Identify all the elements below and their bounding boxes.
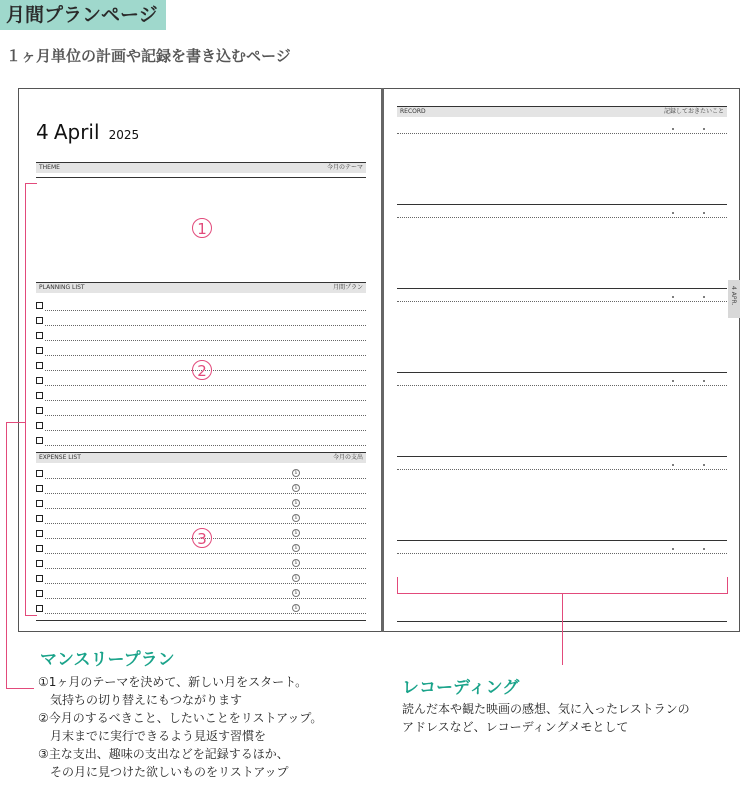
record-bracket-right-tick xyxy=(727,577,728,594)
bracket-leader-vertical xyxy=(6,422,7,688)
bracket-bottom-tick xyxy=(25,615,37,616)
planning-checkbox[interactable] xyxy=(36,422,43,429)
monthly-caption-line: 月末までに実行できるよう見返す習慣を xyxy=(38,729,267,743)
record-date-dot xyxy=(703,128,705,130)
planning-checkbox[interactable] xyxy=(36,407,43,414)
side-tab-label: 4 APR. xyxy=(730,286,737,306)
planning-write-line[interactable] xyxy=(45,400,366,401)
expense-checkbox[interactable] xyxy=(36,500,43,507)
expense-label: EXPENSE LIST xyxy=(39,454,81,461)
yen-icon: ￥ xyxy=(293,515,299,521)
expense-write-line[interactable] xyxy=(45,478,366,479)
monthly-caption-line: ③主な支出、趣味の支出などを記録するほか、 xyxy=(38,747,289,761)
planning-checkbox[interactable] xyxy=(36,302,43,309)
record-date-dot xyxy=(703,548,705,550)
record-date-dot xyxy=(672,380,674,382)
record-date-dot xyxy=(703,212,705,214)
planning-checkbox[interactable] xyxy=(36,362,43,369)
expense-checkbox[interactable] xyxy=(36,515,43,522)
record-date-dot xyxy=(703,296,705,298)
planning-write-line[interactable] xyxy=(45,430,366,431)
month-title xyxy=(36,120,139,144)
planning-checkbox[interactable] xyxy=(36,377,43,384)
bracket-top-tick xyxy=(25,183,37,184)
page-subtitle: １ヶ月単位の計画や記録を書き込むページ xyxy=(6,47,291,65)
record-label-jp: 記録しておきたいこと xyxy=(663,108,724,115)
month-side-tab[interactable] xyxy=(728,280,740,318)
marker-1: 1 xyxy=(192,218,212,238)
record-date-dot xyxy=(672,296,674,298)
expense-write-line[interactable] xyxy=(45,523,366,524)
yen-icon: ￥ xyxy=(293,590,299,596)
expense-label-jp: 今月の支出 xyxy=(332,454,363,461)
planning-checkbox[interactable] xyxy=(36,392,43,399)
record-date-dot xyxy=(672,464,674,466)
bracket-leader-end xyxy=(6,688,34,689)
monthly-caption-line: ②今月のするべきこと、したいことをリストアップ。 xyxy=(38,711,323,725)
yen-icon: ￥ xyxy=(293,485,299,491)
monthly-caption-title: マンスリープラン xyxy=(40,650,175,670)
record-label: RECORD xyxy=(400,108,426,115)
monthly-caption-line: ①1ヶ月のテーマを決めて、新しい月をスタート。 xyxy=(38,675,308,689)
left-page-bottom-rule xyxy=(36,620,366,621)
planning-write-line[interactable] xyxy=(45,415,366,416)
record-date-dot xyxy=(703,464,705,466)
planning-write-line[interactable] xyxy=(45,385,366,386)
record-date-dot xyxy=(672,548,674,550)
expense-checkbox[interactable] xyxy=(36,575,43,582)
planning-write-line[interactable] xyxy=(45,310,366,311)
record-divider xyxy=(397,372,727,373)
planning-label: PLANNING LIST xyxy=(39,284,85,291)
expense-write-line[interactable] xyxy=(45,493,366,494)
monthly-caption-line: 気持ちの切り替えにもつながります xyxy=(38,693,243,707)
yen-icon: ￥ xyxy=(293,545,299,551)
yen-icon: ￥ xyxy=(293,530,299,536)
record-write-line[interactable] xyxy=(397,133,727,134)
record-divider xyxy=(397,204,727,205)
recording-caption-line: 読んだ本や観た映画の感想、気に入ったレストランの xyxy=(402,702,690,716)
record-divider xyxy=(397,540,727,541)
month-name: April xyxy=(53,120,100,144)
record-date-dot xyxy=(703,380,705,382)
marker-3: 3 xyxy=(192,528,212,548)
expense-checkbox[interactable] xyxy=(36,560,43,567)
expense-write-line[interactable] xyxy=(45,568,366,569)
yen-icon: ￥ xyxy=(293,605,299,611)
expense-write-line[interactable] xyxy=(45,508,366,509)
record-date-dot xyxy=(672,212,674,214)
expense-checkbox[interactable] xyxy=(36,605,43,612)
expense-checkbox[interactable] xyxy=(36,530,43,537)
bracket-vertical xyxy=(25,183,26,616)
month-number: 4 xyxy=(36,120,49,144)
expense-checkbox[interactable] xyxy=(36,545,43,552)
recording-caption-body xyxy=(402,700,690,736)
monthly-caption-line: その月に見つけた欲しいものをリストアップ xyxy=(38,765,289,779)
expense-checkbox[interactable] xyxy=(36,590,43,597)
expense-write-line[interactable] xyxy=(45,553,366,554)
record-divider xyxy=(397,288,727,289)
recording-caption-line: アドレスなど、レコーディングメモとして xyxy=(402,720,629,734)
theme-label: THEME xyxy=(39,164,60,171)
planning-write-line[interactable] xyxy=(45,445,366,446)
page-heading: 月間プランページ xyxy=(0,0,166,30)
expense-write-line[interactable] xyxy=(45,598,366,599)
expense-section-bar xyxy=(36,452,366,463)
expense-checkbox[interactable] xyxy=(36,485,43,492)
theme-underline xyxy=(36,177,366,178)
recording-caption-title: レコーディング xyxy=(402,678,520,698)
planning-write-line[interactable] xyxy=(45,325,366,326)
record-bracket-leader xyxy=(562,593,563,665)
theme-section-bar xyxy=(36,162,366,173)
planning-checkbox[interactable] xyxy=(36,437,43,444)
record-bracket-left-tick xyxy=(397,577,398,594)
record-write-line[interactable] xyxy=(397,385,727,386)
yen-icon: ￥ xyxy=(293,470,299,476)
yen-icon: ￥ xyxy=(293,575,299,581)
yen-icon: ￥ xyxy=(293,500,299,506)
planning-checkbox[interactable] xyxy=(36,347,43,354)
planning-checkbox[interactable] xyxy=(36,317,43,324)
planning-section-bar xyxy=(36,282,366,293)
monthly-caption-body xyxy=(38,673,322,781)
planning-write-line[interactable] xyxy=(45,340,366,341)
theme-label-jp: 今月のテーマ xyxy=(326,164,363,171)
record-date-dot xyxy=(672,128,674,130)
month-year: 2025 xyxy=(108,128,140,142)
record-write-line[interactable] xyxy=(397,301,727,302)
expense-checkbox[interactable] xyxy=(36,470,43,477)
expense-write-line[interactable] xyxy=(45,583,366,584)
bracket-connector xyxy=(6,422,26,423)
planning-write-line[interactable] xyxy=(45,355,366,356)
planning-checkbox[interactable] xyxy=(36,332,43,339)
planning-label-jp: 月間プラン xyxy=(332,284,363,291)
record-write-line[interactable] xyxy=(397,217,727,218)
marker-2: 2 xyxy=(192,360,212,380)
notebook-spine xyxy=(381,88,384,632)
record-write-line[interactable] xyxy=(397,553,727,554)
expense-write-line[interactable] xyxy=(45,613,366,614)
record-section-bar xyxy=(397,106,727,117)
record-write-line[interactable] xyxy=(397,469,727,470)
yen-icon: ￥ xyxy=(293,560,299,566)
record-divider xyxy=(397,456,727,457)
